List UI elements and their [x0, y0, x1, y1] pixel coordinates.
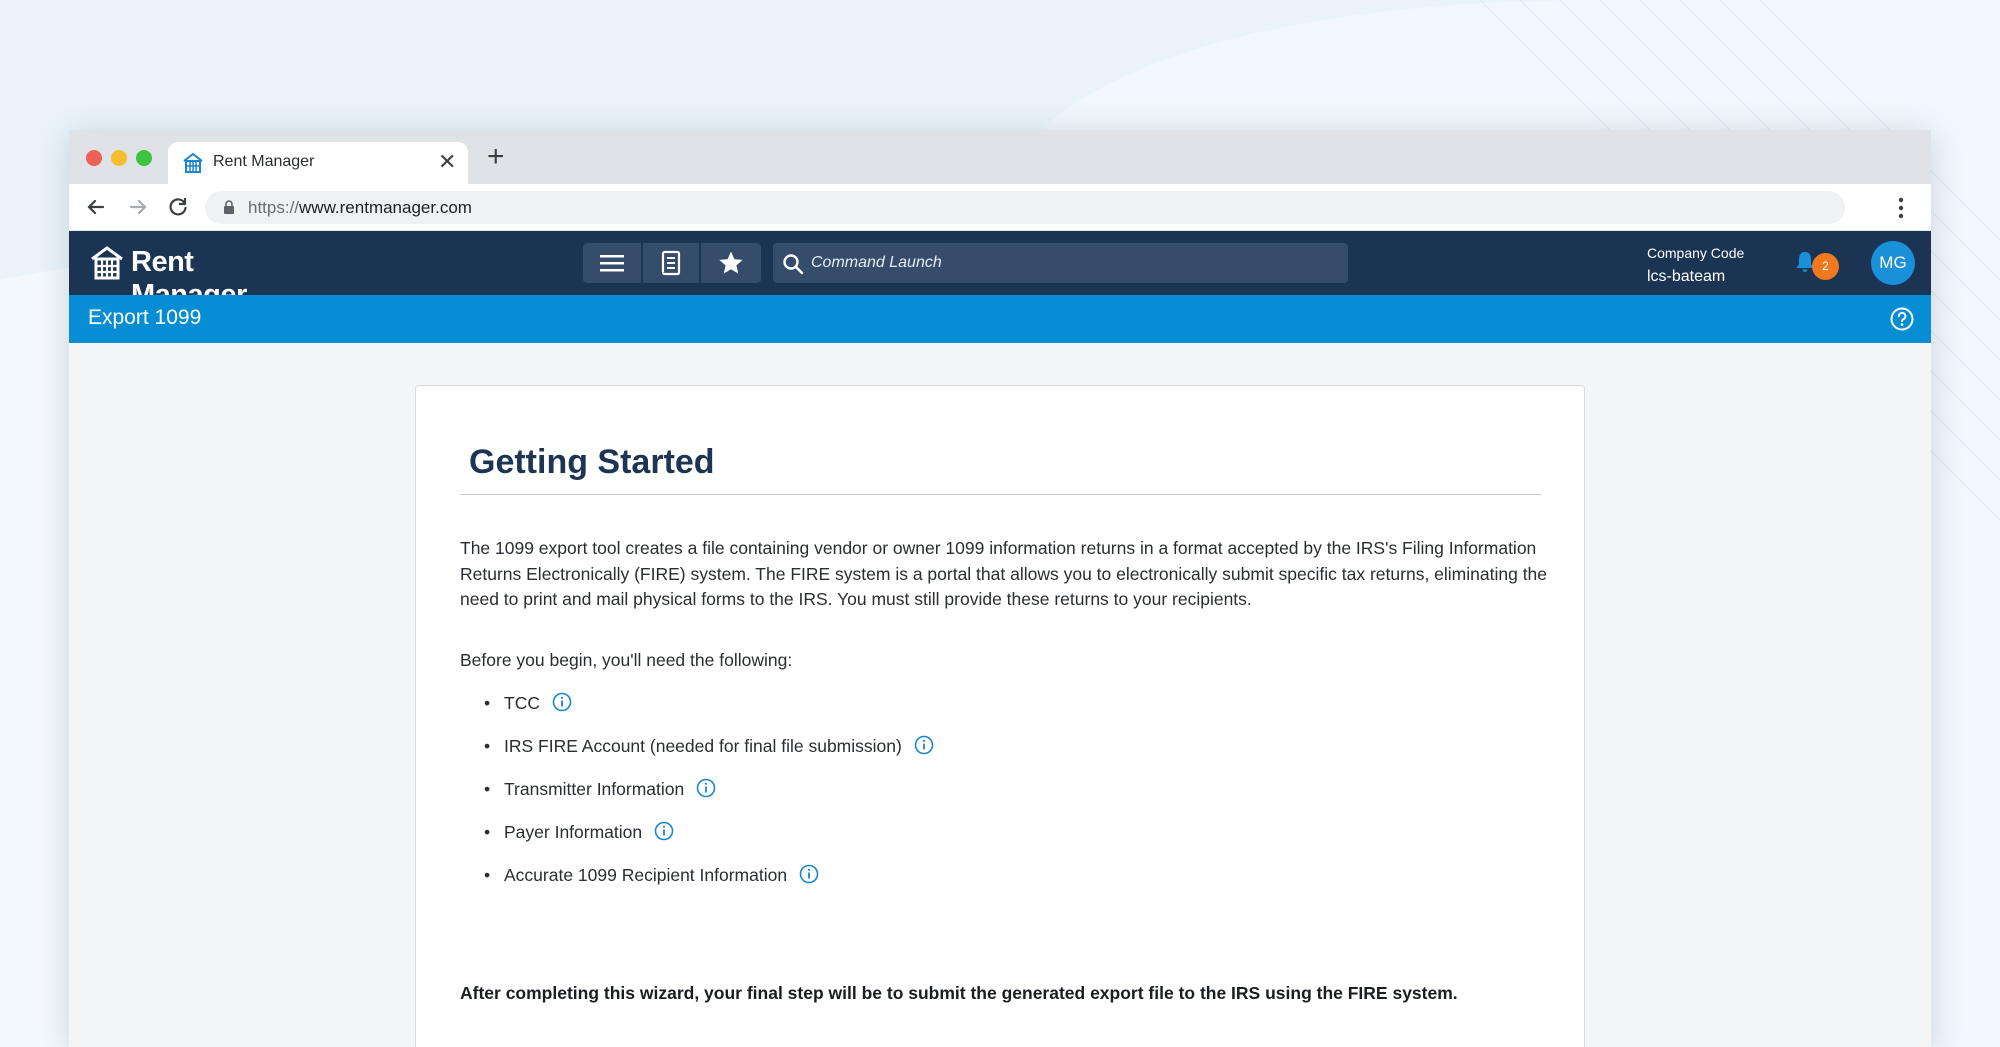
bullet: •	[484, 693, 491, 713]
requirement-label: Payer Information	[504, 822, 643, 842]
documents-button[interactable]	[643, 243, 699, 283]
reload-icon[interactable]	[165, 194, 191, 220]
bullet: •	[484, 736, 491, 756]
url-host: www.rentmanager.com	[299, 198, 472, 217]
requirement-item	[484, 864, 819, 890]
browser-tab-bar	[69, 130, 1931, 184]
card-heading: Getting Started	[469, 443, 715, 481]
page-title: Export 1099	[88, 306, 202, 329]
info-circle-icon[interactable]	[696, 778, 716, 798]
building-logo-icon	[89, 245, 125, 281]
app-header	[69, 231, 1931, 295]
star-icon	[718, 250, 744, 276]
window-minimize-button[interactable]	[111, 150, 127, 166]
final-step-note: After completing this wizard, your final step will be to submit the generated export file to the IRS using the FIRE system.	[460, 983, 1458, 1003]
url-text	[248, 198, 472, 218]
requirement-label: Accurate 1099 Recipient Information	[504, 865, 788, 885]
forward-arrow-icon[interactable]	[125, 194, 151, 220]
building-icon	[182, 152, 204, 174]
bullet: •	[484, 779, 491, 799]
command-launch-placeholder: Command Launch	[811, 254, 942, 271]
requirement-item	[484, 692, 572, 718]
heading-divider	[460, 494, 1541, 495]
bullet: •	[484, 822, 491, 842]
favorites-button[interactable]	[701, 243, 761, 283]
company-code-label: Company Code	[1647, 245, 1745, 261]
main-menu-button[interactable]	[583, 243, 641, 283]
requirement-label: TCC	[504, 693, 540, 713]
address-bar[interactable]	[205, 191, 1845, 224]
info-circle-icon[interactable]	[654, 821, 674, 841]
url-protocol: https://	[248, 198, 300, 217]
logo-text: Rent	[131, 246, 194, 278]
requirement-label: IRS FIRE Account (needed for final file submission)	[504, 736, 902, 756]
tab-close-icon[interactable]: ✕	[438, 149, 457, 174]
requirement-item	[484, 735, 934, 761]
back-arrow-icon[interactable]	[83, 194, 109, 220]
notification-count-badge[interactable]: 2	[1812, 253, 1839, 280]
requirement-item	[484, 778, 716, 804]
bullet: •	[484, 865, 491, 885]
browser-window	[69, 130, 1931, 1047]
intro-paragraph: The 1099 export tool creates a file containing vendor or owner 1099 information returns in a format accepted by the IRS's Filing Information Returns Electronically (FIRE) system. The FIRE system is a portal that allows you to electronically submit specific tax returns, eliminating the need to print and mail physical forms to the IRS. You must still provide these returns to your recipients.	[460, 538, 1548, 609]
requirement-label: Transmitter Information	[504, 779, 685, 799]
search-icon	[782, 253, 804, 275]
window-maximize-button[interactable]	[136, 150, 152, 166]
info-circle-icon[interactable]	[914, 735, 934, 755]
requirements-intro: Before you begin, you'll need the following:	[460, 650, 793, 670]
user-avatar[interactable]: MG	[1871, 241, 1915, 285]
info-circle-icon[interactable]	[552, 692, 572, 712]
document-icon	[661, 250, 681, 276]
help-circle-icon[interactable]	[1889, 306, 1915, 332]
page-header-bar	[69, 295, 1931, 343]
command-launch-input[interactable]	[773, 243, 1348, 283]
rent-manager-logo[interactable]	[89, 243, 309, 283]
company-code-value: lcs-bateam	[1647, 268, 1726, 285]
hamburger-menu-icon	[599, 253, 625, 273]
getting-started-card	[415, 385, 1585, 1047]
tab-title: Rent Manager	[213, 153, 315, 170]
browser-toolbar	[69, 184, 1931, 231]
window-close-button[interactable]	[86, 150, 102, 166]
lock-icon	[223, 200, 235, 215]
browser-menu-icon[interactable]	[1898, 196, 1904, 220]
browser-tab[interactable]	[168, 142, 468, 184]
requirement-item	[484, 821, 674, 847]
info-circle-icon[interactable]	[799, 864, 819, 884]
new-tab-button[interactable]: +	[487, 140, 505, 173]
